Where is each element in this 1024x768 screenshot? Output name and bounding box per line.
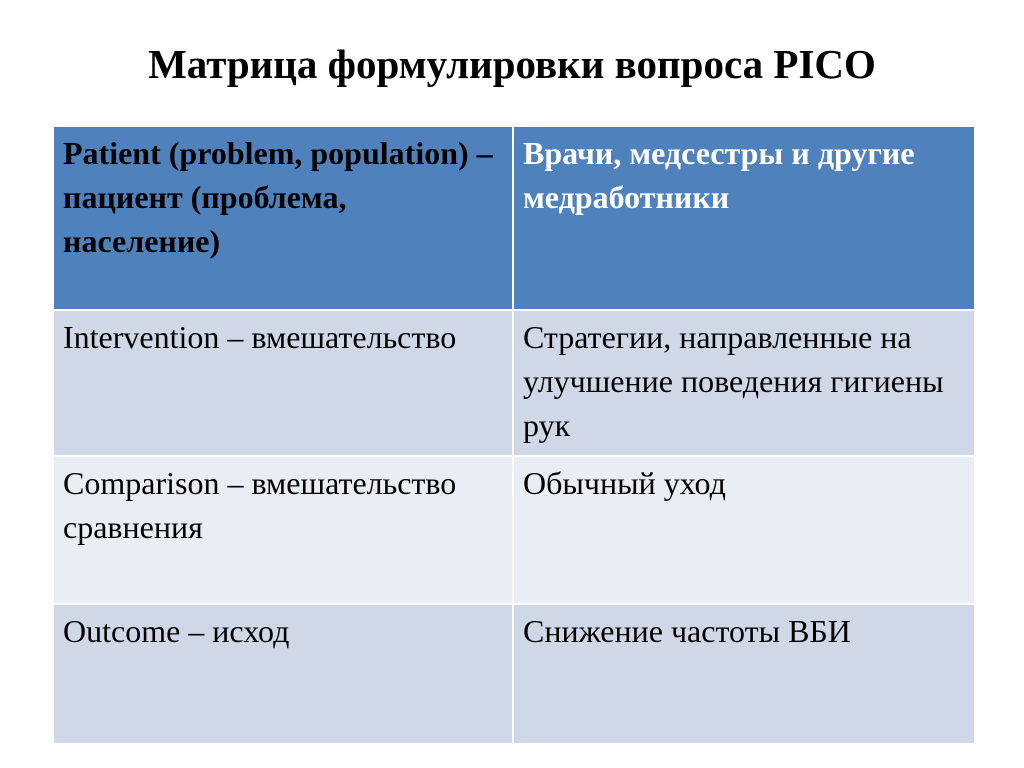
table-cell-intervention-value: Стратегии, направленные на улучшение поведения гигиены рук — [513, 310, 975, 456]
table-cell-outcome-label: Outcome – исход — [53, 604, 513, 744]
table-cell-outcome-value: Снижение частоты ВБИ — [513, 604, 975, 744]
table-cell-patient-label: Patient (problem, population) – пациент (проблема, население) — [53, 126, 513, 310]
table-cell-intervention-label: Intervention – вмешательство — [53, 310, 513, 456]
table-cell-comparison-label: Comparison – вмешательство сравнения — [53, 456, 513, 604]
slide-title: Матрица формулировки вопроса PICO — [148, 41, 876, 87]
table-row-intervention — [53, 310, 975, 456]
table-row-outcome — [53, 604, 975, 744]
table-cell-comparison-value: Обычный уход — [513, 456, 975, 604]
table-row-patient — [53, 126, 975, 310]
pico-table — [52, 125, 976, 745]
table-row-comparison — [53, 456, 975, 604]
table-cell-patient-value: Врачи, медсестры и другие медработники — [513, 126, 975, 310]
